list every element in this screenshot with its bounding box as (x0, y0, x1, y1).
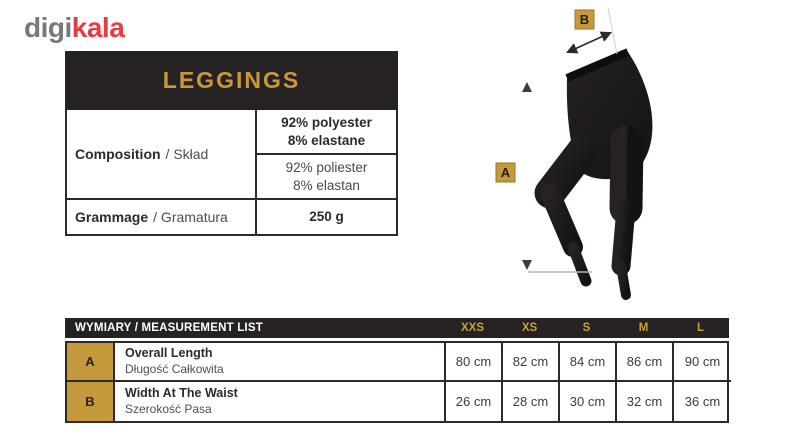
row-a-value-l: 90 cm (674, 343, 731, 382)
composition-primary-line2: 8% elastane (287, 132, 366, 148)
composition-secondary-line1: 92% poliester (285, 159, 368, 175)
row-b-name-pl: Szerokość Pasa (125, 401, 212, 416)
label-a-text: A (500, 165, 511, 180)
spec-table-body (65, 110, 398, 236)
leggings-photo-silhouette (550, 52, 652, 295)
grammage-value: 250 g (309, 209, 344, 225)
leggings-illustration (480, 0, 800, 310)
grammage-value-cell (257, 198, 396, 234)
measurement-table-header (65, 318, 729, 338)
row-a-value-s: 84 cm (560, 343, 617, 382)
composition-value-primary (257, 110, 396, 153)
row-b-name-en: Width At The Waist (125, 386, 238, 401)
row-b-value-xs: 28 cm (503, 382, 560, 421)
row-b-value-s: 30 cm (560, 382, 617, 421)
logo-part-digi: digi (24, 12, 72, 43)
product-spec-table (65, 51, 398, 236)
grammage-label-cell (67, 198, 257, 234)
row-b-value-xxs: 26 cm (446, 382, 503, 421)
composition-value-secondary (257, 153, 396, 198)
leggings-measurement-figure (480, 0, 800, 310)
row-a-key: A (67, 343, 115, 382)
row-a-name-pl: Długość Całkowita (125, 361, 224, 376)
double-arrow-icon (568, 33, 610, 52)
measurement-b-annotation (568, 8, 617, 54)
measurement-table-title: WYMIARY / MEASUREMENT LIST (75, 322, 263, 334)
row-b-description (115, 382, 446, 421)
composition-label-pl: / Skład (165, 146, 209, 162)
measurement-table-body (65, 341, 729, 423)
size-header-xs: XS (521, 322, 538, 334)
logo-part-kala: kala (71, 12, 125, 43)
size-header-l: L (696, 322, 705, 334)
row-a-name-en: Overall Length (125, 346, 213, 361)
row-a-description (115, 343, 446, 382)
composition-secondary-line2: 8% elastan (293, 177, 360, 193)
row-b-value-m: 32 cm (617, 382, 674, 421)
row-b-key: B (67, 382, 115, 421)
row-a-value-m: 86 cm (617, 343, 674, 382)
label-b-text: B (579, 12, 590, 27)
composition-label-cell (67, 110, 257, 198)
size-header-m: M (638, 322, 649, 334)
digikala-logo (24, 12, 124, 44)
spec-table-header (65, 51, 398, 110)
measurement-list-table (65, 318, 729, 423)
row-a-value-xxs: 80 cm (446, 343, 503, 382)
arrow-down-icon (522, 260, 532, 270)
composition-primary-line1: 92% polyester (281, 114, 372, 130)
row-a-value-xs: 82 cm (503, 343, 560, 382)
waist-guide-line (608, 8, 617, 54)
row-b-value-l: 36 cm (684, 394, 721, 409)
grammage-label-en: Grammage (75, 209, 149, 225)
grammage-label-pl: / Gramatura (153, 209, 228, 225)
size-header-s: S (582, 322, 591, 334)
composition-label-en: Composition (75, 146, 161, 162)
arrow-up-icon (522, 82, 532, 92)
size-header-xxs: XXS (460, 322, 484, 334)
product-title: LEGGINGS (162, 67, 301, 93)
